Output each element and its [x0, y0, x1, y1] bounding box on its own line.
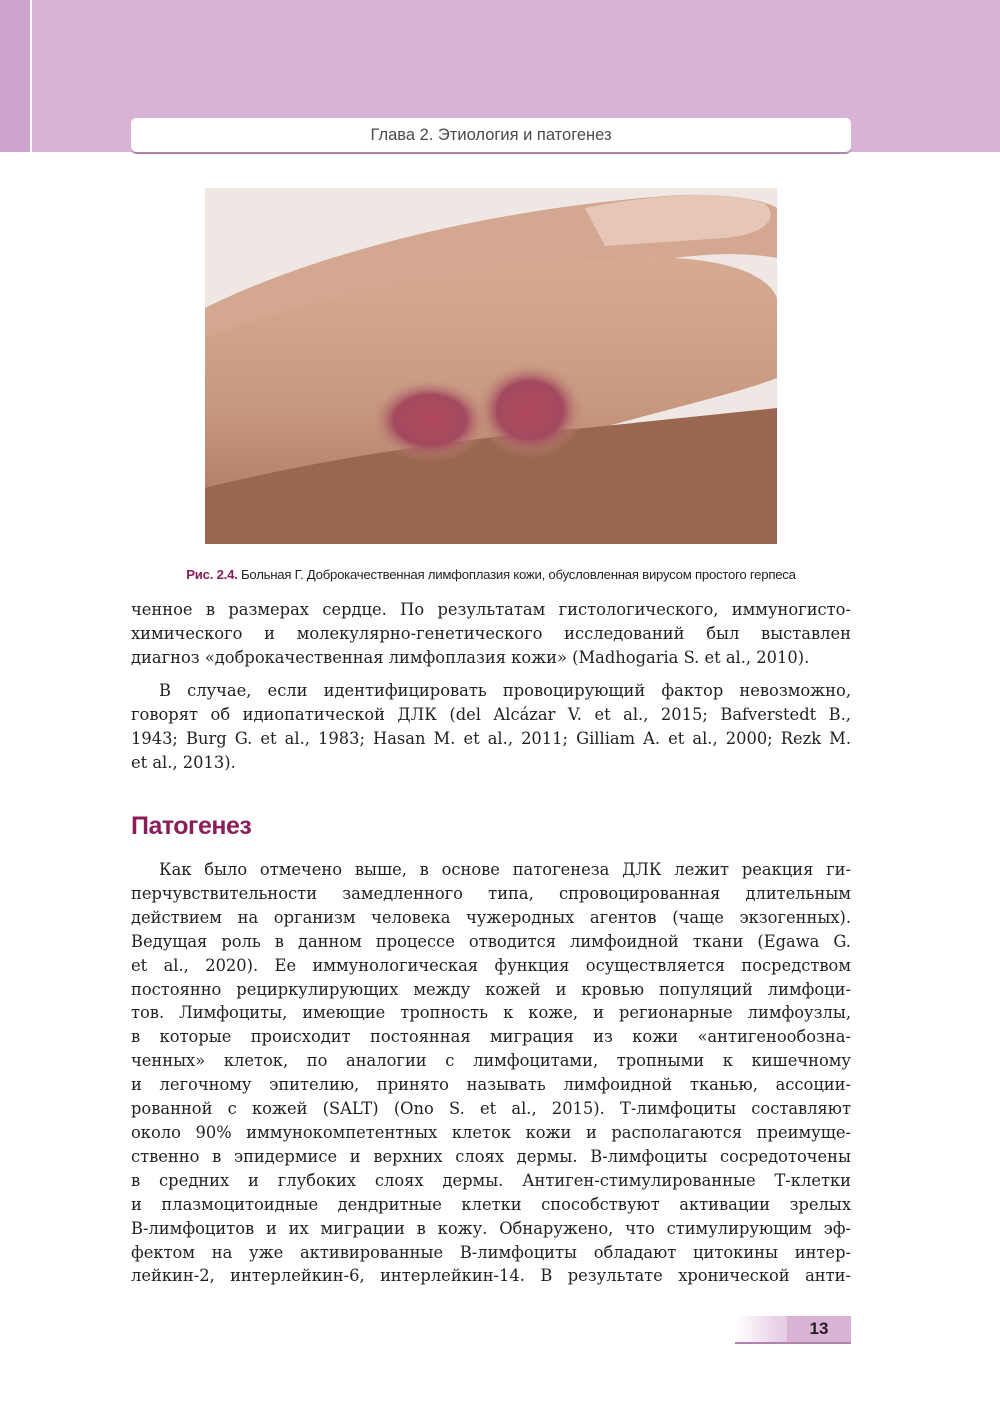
text-line: около 90% иммунокомпетентных клеток кожи и располагаются преимуще-	[131, 1122, 851, 1142]
figure-caption-text: Больная Г. Доброкачественная лимфоплазия кожи, обусловленная вирусом простого герпеса	[237, 567, 796, 582]
text-line: действием на организм человека чужеродных агентов (чаще экзогенных).	[131, 907, 851, 927]
text-line: и легочному эпителию, принято называть лимфоидной тканью, ассоции-	[131, 1075, 851, 1095]
figure-caption	[131, 567, 851, 582]
text-line: ственно в эпидермисе и верхних слоях дермы. В-лимфоциты сосредоточены	[131, 1146, 851, 1166]
text-line: диагноз «доброкачественная лимфоплазия кожи» (Madhogaria S. et al., 2010).	[131, 647, 810, 667]
text-line: говорят об идиопатической ДЛК (del Alcázar V. et al., 2015; Bafverstedt B.,	[131, 704, 851, 724]
chapter-title: Глава 2. Этиология и патогенез	[131, 118, 851, 152]
section-title: Патогенез	[131, 812, 252, 840]
lesion-right	[475, 362, 585, 458]
text-line: Ведущая роль в данном процессе отводится лимфоидной ткани (Egawa G.	[131, 931, 851, 951]
text-line: рованной с кожей (SALT) (Ono S. et al., 2015). Т-лимфоциты составляют	[131, 1099, 851, 1119]
lesion-left	[370, 378, 490, 462]
figure-label: Рис. 2.4.	[186, 567, 238, 582]
text-line: перчувствительности замедленного типа, спровоцированная длительным	[131, 883, 851, 903]
text-line: et al., 2020). Ее иммунологическая функция осуществляется посредством	[131, 955, 851, 975]
text-line: 1943; Burg G. et al., 1983; Hasan M. et al., 2011; Gilliam A. et al., 2000; Rezk M.	[131, 728, 851, 748]
page-number: 13	[787, 1316, 851, 1342]
figure-photo	[205, 188, 777, 544]
text-line: тов. Лимфоциты, имеющие тропность к коже, и регионарные лимфоузлы,	[131, 1003, 851, 1023]
text-line: лейкин-2, интерлейкин-6, интерлейкин-14. В результате хронической анти-	[131, 1266, 851, 1286]
text-line: в средних и глубоких слоях дермы. Антиген-стимулированные Т-клетки	[131, 1170, 851, 1190]
left-stripe	[0, 0, 32, 152]
text-line: et al., 2013).	[131, 752, 236, 772]
paragraph-2	[131, 679, 851, 775]
text-line: Как было отмечено выше, в основе патогенеза ДЛК лежит реакция ги-	[159, 860, 851, 879]
photo-hand-lesion	[205, 188, 777, 544]
paragraph-1	[131, 598, 851, 670]
paragraph-3	[131, 858, 851, 1288]
text-line: В случае, если идентифицировать провоцирующий фактор невозможно,	[159, 681, 851, 700]
page-number-bar	[735, 1316, 851, 1344]
text-line: в которые происходит постоянная миграция из кожи «антигенообозна-	[131, 1027, 851, 1047]
text-line: ченных» клеток, по аналогии с лимфоцитами, тропными к кишечному	[131, 1051, 851, 1071]
text-line: ченное в размерах сердце. По результатам гистологического, иммуногисто-	[131, 600, 851, 619]
text-line: химического и молекулярно-генетического исследований был выставлен	[131, 623, 851, 643]
text-line: фектом на уже активированные В-лимфоциты обладают цитокины интер-	[131, 1242, 851, 1262]
text-line: постоянно рециркулирующих между кожей и кровью популяций лимфоци-	[131, 979, 851, 999]
text-line: и плазмоцитоидные дендритные клетки способствуют активации зрелых	[131, 1194, 851, 1214]
text-line: В-лимфоцитов и их миграции в кожу. Обнаружено, что стимулирующим эф-	[131, 1218, 851, 1238]
